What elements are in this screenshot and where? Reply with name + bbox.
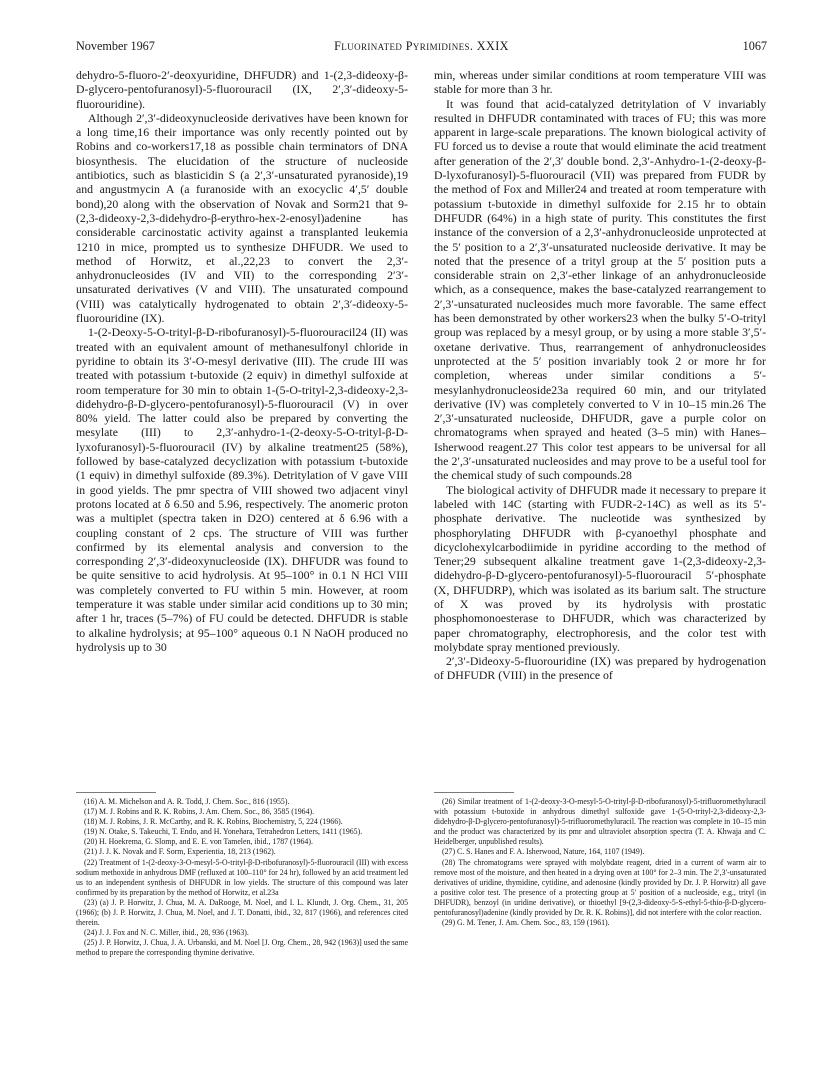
- footnotes-left: [76, 797, 408, 959]
- footnote: (17) M. J. Robins and R. K. Robins, J. Am. Chem. Soc., 86, 3585 (1964).: [84, 807, 315, 817]
- footnote: (18) M. J. Robins, J. R. McCarthy, and R. K. Robins, Biochemistry, 5, 224 (1966).: [84, 817, 343, 827]
- footnote: (19) N. Otake, S. Takeuchi, T. Endo, and H. Yonehara, Tetrahedron Letters, 1411 (1965).: [84, 827, 363, 837]
- left-column: [76, 68, 408, 654]
- page-number: 1067: [742, 39, 767, 53]
- footnote: (26) Similar treatment of 1-(2-deoxy-3-O-mesyl-5-O-trityl-β-D-ribofuranosyl)-5-trifluoromethyluracil with potassium t-butoxide in anhydrous dimethyl sulfoxide gave 1-(5-O-trityl-2,3-dideoxy-2,3-didehydro-β-D-glycero-pentofuranosyl)-5-trifluoromethyluracil. The reaction was complete in 10–15 min and the product was characterized by its pmr and ultraviolet absorption spectra (T. A. Khwaja and C. Heidelberger, unpublished results).: [434, 797, 766, 847]
- header-date: November 1967: [76, 39, 155, 53]
- footnote: (20) H. Hoekrema, G. Slomp, and E. E. von Tamelen, ibid., 1787 (1964).: [84, 837, 313, 847]
- paragraph: It was found that acid-catalyzed detritylation of V invariably resulted in DHFUDR contaminated with traces of FU; this was more apparent in large-scale preparations. The known biological activity of FU forced us to devise a route that would eliminate the acid treatment after generation of the 2′,3′ double bond. 2,3′-Anhydro-1-(2-deoxy-β-D-lyxofuranosyl)-5-fluorouracil (VII) was prepared from FUDR by the method of Fox and Miller24 and treated at room temperature with potassium t-butoxide in dimethyl sulfoxide for 2.15 hr to obtain DHFUDR (64%) in a high state of purity. This constitutes the first instance of the conversion of a 2,3′-anhydronucleoside unprotected at the 5′ position to a 2′,3′-unsaturated nucleoside derivative. It may be noted that the presence of a trityl group at the 5′ position puts a considerable strain on 2,3′-ether linkage of an anhydronucleoside which, as a consequence, makes the base-catalyzed rearrangement to 2′,3′-unsaturated nucleosides much more favorable. The same effect has been demonstrated by other workers23 when the bulky 5′-O-trityl group was replaced by a mesyl group, or by using a more stable 3′,5′-oxetane derivative. Thus, rearrangement of anhydronucleosides unprotected at the 5′ position invariably took 2 or more hr for completion, whereas under similar conditions a 5′-mesylanhydronucleoside23a required 60 min, and our tritylated derivative (IV) was completely converted to V in 10–15 min.26 The 2′,3′-unsaturated nucleoside, DHFUDR, gave a purple color on chromatograms when sprayed and heated (3–5 min) with Hanes–Isherwood reagent.27 This color test appears to be universal for all the 2′,3′-unsaturated nucleosides and may prove to be a useful tool for the chemical study of such compounds.28: [434, 96, 766, 483]
- footnote: (22) Treatment of 1-(2-deoxy-3-O-mesyl-5-O-trityl-β-D-ribofuranosyl)-5-fluorouracil (III) with excess sodium methoxide in anhydrous DMF (refluxed at 100–110° for 24 hr), followed by an acid treatment led us to an independent synthesis of DHFUDR in low yields. The structure of this compound was later confirmed by its preparation by the method of Horwitz, et al.23a: [76, 857, 408, 897]
- footnote-divider: [76, 792, 156, 793]
- paragraph: dehydro-5-fluoro-2′-deoxyuridine, DHFUDR) and 1-(2,3-dideoxy-β-D-glycero-pentofuranosyl)-5-fluorouracil (IX, 2′,3′-dideoxy-5-fluorouridine).: [76, 68, 408, 111]
- footnote: (23) (a) J. P. Horwitz, J. Chua, M. A. DaRooge, M. Noel, and I. L. Klundt, J. Org. Chem., 31, 205 (1966); (b) J. P. Horwitz, J. Chua, M. Noel, and J. T. Donatti, ibid., 32, 817 (1966), and references cited therein.: [76, 897, 408, 928]
- footnote: (28) The chromatograms were sprayed with molybdate reagent, dried in a current of warm air to remove most of the moisture, and then heated in a drying oven at 100° for 2–3 min. The 2′,3′-unsaturated derivatives of uridine, thymidine, cytidine, and adenosine (kindly provided by Dr. J. P. Horwitz) all gave a positive color test. The presence of a protecting group at 5′ position of a nucleoside, e.g., trityl (in DHFUDR), benzoyl (in uridine derivative), or thioethyl [9-(2,3-dideoxy-5-S-ethyl-5-thio-β-D-glycero-pentofuranosyl)adenine (kindly provided by Dr. R. K. Robins)], did not interfere with the color reaction.: [434, 857, 766, 918]
- footnote: (29) G. M. Tener, J. Am. Chem. Soc., 83, 159 (1961).: [442, 918, 610, 928]
- footnote: (24) J. J. Fox and N. C. Miller, ibid., 28, 936 (1963).: [84, 928, 249, 938]
- footnotes-right: [434, 797, 766, 928]
- running-header: [76, 38, 767, 54]
- footnote: (25) J. P. Horwitz, J. Chua, J. A. Urbanski, and M. Noel [J. Org. Chem., 28, 942 (1963)] used the same method to prepare the corresponding thymine derivative.: [76, 938, 408, 958]
- paragraph: Although 2′,3′-dideoxynucleoside derivatives have been known for a long time,16 their importance was only recently pointed out by Robins and co-workers17,18 as possible chain terminators of DNA biosynthesis. The elucidation of the structure of nucleoside antibiotics, such as blasticidin S (a 2′,3′-unsaturated pyranoside),19 and angustmycin A (a furanoside with an exocyclic 4′,5′ double bond),20 along with the observation of Novak and Sorm21 that 9-(2,3-dideoxy-2,3-didehydro-β-erythro-hex-2-enosyl)adenine has considerable carcinostatic activity against a transplanted leukemia 1210 in mice, prompted us to synthesize DHFUDR. We used to method of Horwitz, et al.,22,23 to convert the 2,3′-anhydronucleosides (IV and VII) to the corresponding 2′3′-unsaturated derivatives (V and VIII). The unsaturated compound (VIII) was catalytically hydrogenated to obtain 2′,3′-dideoxy-5-fluorouridine (IX).: [76, 110, 408, 326]
- header-title: Fluorinated Pyrimidines. XXIX: [334, 39, 509, 53]
- right-column: [434, 68, 766, 683]
- paragraph: 1-(2-Deoxy-5-O-trityl-β-D-ribofuranosyl)-5-fluorouracil24 (II) was treated with an equivalent amount of methanesulfonyl chloride in pyridine to obtain its 3′-O-mesyl derivative (III). The crude III was treated with potassium t-butoxide (2 equiv) in dimethyl sulfoxide at room temperature for 30 min to obtain 1-(5-O-trityl-2,3-dideoxy-2,3-didehydro-β-D-glycero-pentofuranosyl)-5-fluorouracil (V) in over 80% yield. The latter could also be prepared by converting the mesylate (III) to 2,3′-anhydro-1-(2-deoxy-5-O-trityl-β-D-lyxofuranosyl)-5-fluorouracil (IV) by alkaline treatment25 (58%), followed by base-catalyzed decyclization with potassium t-butoxide (1 equiv) in dimethyl sulfoxide (89.3%). Detritylation of V gave VIII in good yields. The pmr spectra of VIII showed two adjacent vinyl protons located at δ 6.50 and 5.96, respectively. The anomeric proton was a multiplet (spectra taken in D2O) centered at δ 6.96 with a coupling constant of 2 cps. The structure of VIII was further confirmed by its elemental analysis and conversion to the corresponding 2′,3′-dideoxynucleoside (IX). DHFUDR was found to be quite sensitive to acid hydrolysis. At 95–100° in 0.1 N HCl VIII was completely converted to FU within 5 min. However, at room temperature it was stable under similar acid conditions up to 30 min; after 1 hr, traces (5–7%) of FU could be detected. DHFUDR is stable to alkaline hydrolysis; at 95–100° aqueous 0.1 N NaOH produced no hydrolysis up to 30: [76, 325, 408, 654]
- paragraph: The biological activity of DHFUDR made it necessary to prepare it labeled with 14C (starting with FUDR-2-14C) as well as its 5′-phosphate derivative. The nucleotide was synthesized by phosphorylating DHFUDR with β-cyanoethyl phosphate and dicyclohexylcarbodiimide in pyridine according to the method of Tener;29 subsequent alkaline treatment gave 1-(2,3-dideoxy-2,3-didehydro-β-D-glycero-pentofuranosyl)-5-fluorouracil 5′-phosphate (X, DHFUDRP), which was isolated as its barium salt. The structure of X was proved by its hydrolysis with prostatic phosphomonoesterase to DHFUDR, which was characterized by paper chromatography, electrophoresis, and the color test with molybdate spray mentioned previously.: [434, 482, 766, 654]
- paragraph: 2′,3′-Dideoxy-5-fluorouridine (IX) was prepared by hydrogenation of DHFUDR (VIII) in the presence of: [434, 654, 766, 683]
- footnote-divider: [434, 792, 514, 793]
- footnote: (16) A. M. Michelson and A. R. Todd, J. Chem. Soc., 816 (1955).: [84, 797, 290, 806]
- footnote: (27) C. S. Hanes and F. A. Isherwood, Nature, 164, 1107 (1949).: [442, 847, 645, 857]
- paragraph: min, whereas under similar conditions at room temperature VIII was stable for more than 3 hr.: [434, 68, 766, 97]
- footnote: (21) J. J. K. Novak and F. Sorm, Experientia, 18, 213 (1962).: [84, 847, 276, 857]
